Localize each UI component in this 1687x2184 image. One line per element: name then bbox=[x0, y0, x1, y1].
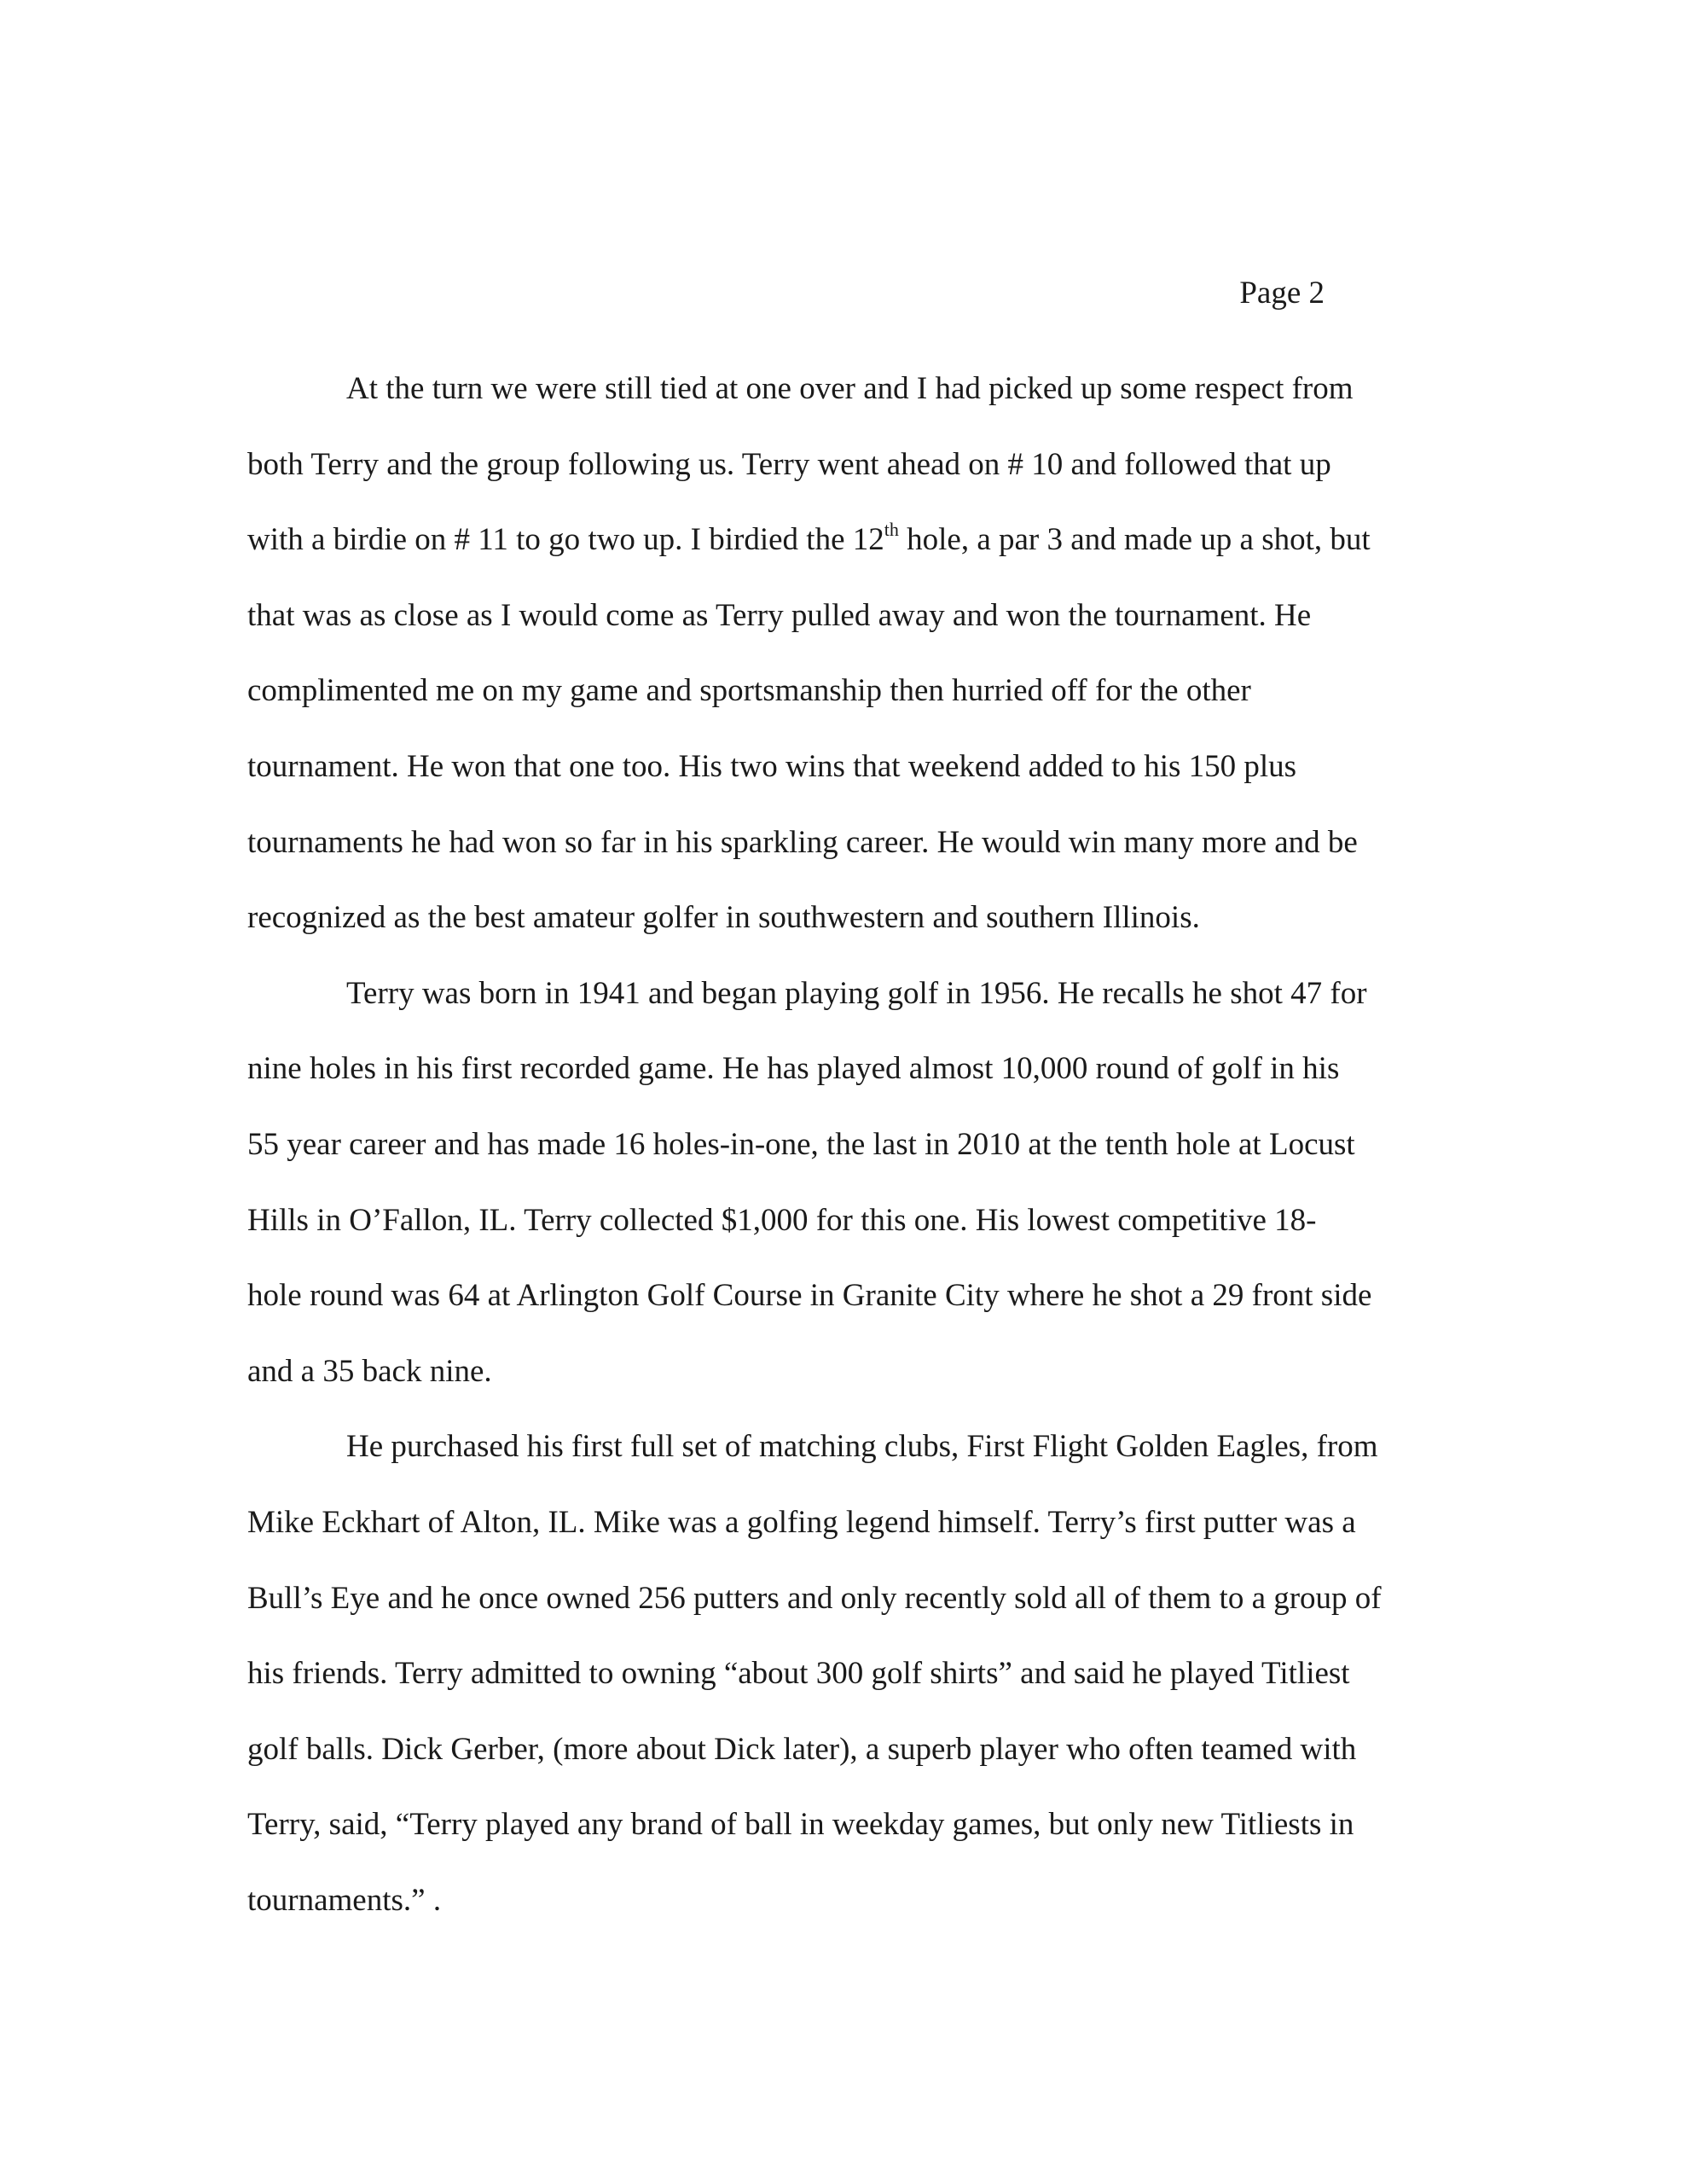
text-line: 55 year career and has made 16 holes-in-one, the last in 2010 at the tenth hole at Locust bbox=[247, 1126, 1355, 1162]
text-line: and a 35 back nine. bbox=[247, 1353, 492, 1389]
text-line: golf balls. Dick Gerber, (more about Dick later), a superb player who often teamed with bbox=[247, 1731, 1357, 1767]
text-line: tournaments.” . bbox=[247, 1882, 442, 1918]
text-line: complimented me on my game and sportsmanship then hurried off for the other bbox=[247, 673, 1251, 709]
text-line: both Terry and the group following us. Terry went ahead on # 10 and followed that up bbox=[247, 446, 1331, 482]
text-line: recognized as the best amateur golfer in southwestern and southern Illinois. bbox=[247, 900, 1200, 936]
text-line: Terry was born in 1941 and began playing golf in 1956. He recalls he shot 47 for bbox=[346, 975, 1367, 1011]
text-line: tournaments he had won so far in his sparkling career. He would win many more and be bbox=[247, 824, 1358, 860]
page-number: Page 2 bbox=[1239, 276, 1325, 311]
text-line: He purchased his first full set of matching clubs, First Flight Golden Eagles, from bbox=[346, 1429, 1378, 1465]
text-line: Hills in O’Fallon, IL. Terry collected $1,000 for this one. His lowest competitive 18- bbox=[247, 1202, 1317, 1238]
text-line: tournament. He won that one too. His two wins that weekend added to his 150 plus bbox=[247, 748, 1297, 784]
text-line: nine holes in his first recorded game. He has played almost 10,000 round of golf in his bbox=[247, 1051, 1340, 1087]
document-body bbox=[247, 351, 1458, 1938]
text-segment: with a birdie on # 11 to go two up. I birdied the 12 bbox=[247, 522, 884, 558]
text-line: hole round was 64 at Arlington Golf Course in Granite City where he shot a 29 front side bbox=[247, 1278, 1372, 1314]
text-line: Bull’s Eye and he once owned 256 putters and only recently sold all of them to a group of bbox=[247, 1580, 1382, 1616]
text-line: his friends. Terry admitted to owning “about 300 golf shirts” and said he played Titliest bbox=[247, 1656, 1350, 1692]
text-line bbox=[247, 502, 1458, 578]
text-line: Mike Eckhart of Alton, IL. Mike was a golfing legend himself. Terry’s first putter was a bbox=[247, 1504, 1356, 1540]
text-line: that was as close as I would come as Terry pulled away and won the tournament. He bbox=[247, 597, 1312, 633]
text-segment: hole, a par 3 and made up a shot, but bbox=[898, 522, 1371, 558]
text-line: Terry, said, “Terry played any brand of ball in weekday games, but only new Titliests in bbox=[247, 1807, 1354, 1843]
superscript: th bbox=[884, 519, 899, 541]
text-line: At the turn we were still tied at one over and I had picked up some respect from bbox=[346, 371, 1354, 406]
